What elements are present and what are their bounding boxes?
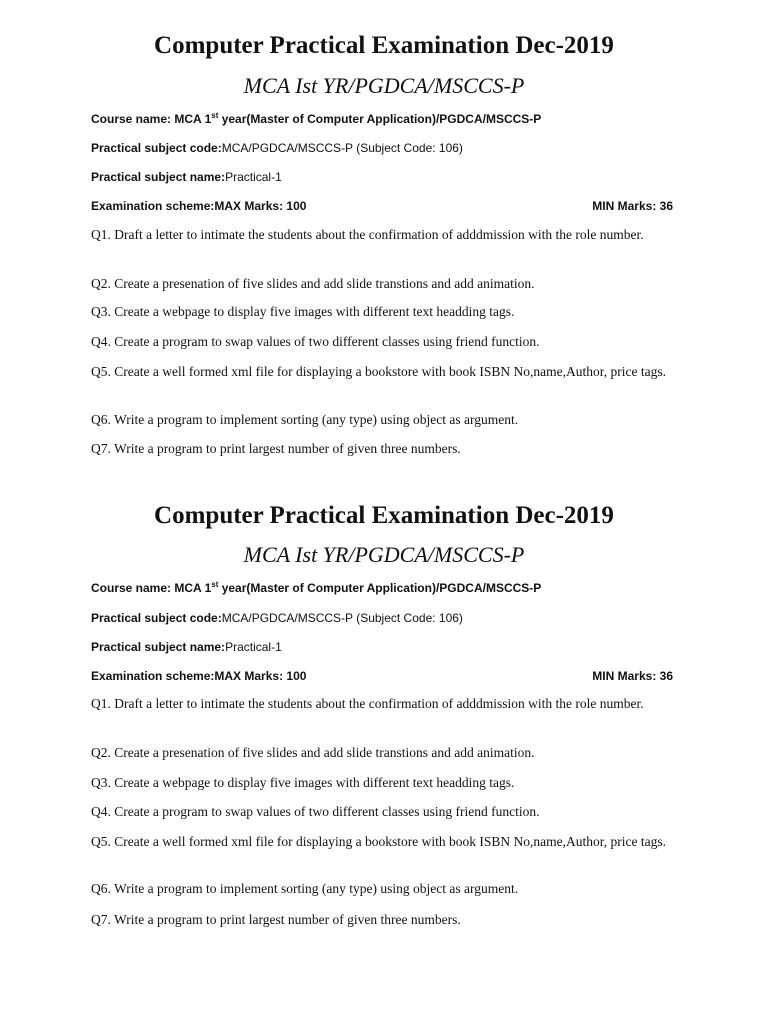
subject-name-line — [91, 169, 282, 185]
subject-code-line — [91, 610, 463, 626]
exam-title: Computer Practical Examination Dec-2019 — [154, 32, 614, 59]
subject-code-value: MCA/PGDCA/MSCCS-P — [221, 141, 353, 155]
min-marks: MIN Marks: 36 — [592, 669, 673, 683]
subject-name-label: Practical subject name: — [91, 640, 226, 654]
course-superscript: st — [211, 580, 219, 589]
subject-name-value: Practical-1 — [225, 640, 282, 654]
exam-subtitle: MCA Ist YR/PGDCA/MSCCS-P — [243, 73, 525, 98]
subject-code-label: Practical subject code: — [91, 141, 222, 155]
subject-code-value: MCA/PGDCA/MSCCS-P — [221, 611, 353, 625]
course-rest: year(Master of Computer Application)/PGDCA/MSCCS-P — [218, 581, 542, 595]
course-rest: year(Master of Computer Application)/PGDCA/MSCCS-P — [218, 112, 542, 126]
subject-code-extra: (Subject Code: 106) — [352, 141, 463, 155]
question-item: Q6. Write a program to implement sorting (any type) using object as argument. — [91, 412, 519, 427]
course-name-line — [91, 580, 541, 596]
exam-subtitle: MCA Ist YR/PGDCA/MSCCS-P — [243, 542, 525, 567]
question-item: Q6. Write a program to implement sorting (any type) using object as argument. — [91, 881, 519, 896]
subject-code-extra: (Subject Code: 106) — [352, 611, 463, 625]
course-name-line — [91, 111, 541, 127]
question-item: Q7. Write a program to print largest number of given three numbers. — [91, 441, 461, 456]
subject-name-line — [91, 639, 282, 655]
question-item: Q2. Create a presenation of five slides and add slide transtions and add animation. — [91, 276, 535, 291]
course-superscript: st — [211, 111, 219, 120]
question-item: Q1. Draft a letter to intimate the students about the confirmation of adddmission with the role number. — [91, 696, 644, 711]
exam-scheme: Examination scheme:MAX Marks: 100 — [91, 669, 307, 683]
exam-scheme: Examination scheme:MAX Marks: 100 — [91, 199, 307, 213]
question-item: Q3. Create a webpage to display five images with different text headding tags. — [91, 304, 515, 319]
question-item: Q5. Create a well formed xml file for displaying a bookstore with book ISBN No,name,Author, price tags. — [91, 834, 666, 849]
question-item: Q2. Create a presenation of five slides and add slide transtions and add animation. — [91, 745, 535, 760]
exam-title: Computer Practical Examination Dec-2019 — [154, 502, 614, 529]
question-item: Q7. Write a program to print largest number of given three numbers. — [91, 912, 461, 927]
min-marks: MIN Marks: 36 — [592, 199, 673, 213]
question-item: Q5. Create a well formed xml file for displaying a bookstore with book ISBN No,name,Author, price tags. — [91, 364, 666, 379]
subject-code-label: Practical subject code: — [91, 611, 222, 625]
question-item: Q3. Create a webpage to display five images with different text headding tags. — [91, 775, 515, 790]
question-item: Q4. Create a program to swap values of two different classes using friend function. — [91, 334, 540, 349]
question-item: Q1. Draft a letter to intimate the students about the confirmation of adddmission with the role number. — [91, 227, 644, 242]
course-label: Course name: MCA 1 — [91, 581, 212, 595]
subject-code-line — [91, 140, 463, 156]
question-item: Q4. Create a program to swap values of two different classes using friend function. — [91, 804, 540, 819]
subject-name-value: Practical-1 — [225, 170, 282, 184]
subject-name-label: Practical subject name: — [91, 170, 226, 184]
course-label: Course name: MCA 1 — [91, 112, 212, 126]
